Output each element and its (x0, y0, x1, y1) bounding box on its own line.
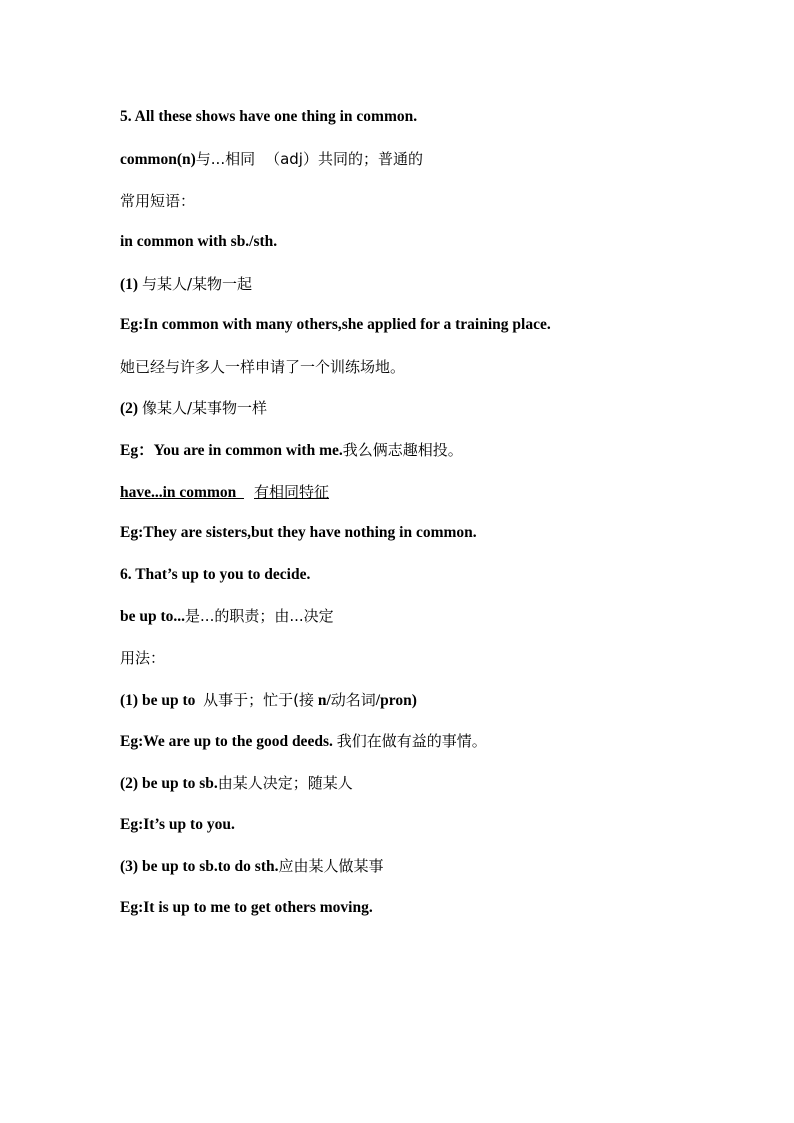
be-up-to-word: be up to... (120, 608, 186, 625)
example-6-text: Eg:It is up to me to get others moving. (120, 899, 373, 916)
example-5 (120, 815, 235, 835)
common-word: common(n) (120, 151, 196, 168)
example-3-text: Eg:They are sisters,but they have nothing in common. (120, 524, 477, 541)
example-5-text: Eg:It’s up to you. (120, 816, 235, 833)
example-4 (120, 731, 487, 752)
usage-1-meaning: 从事于；忙于(接 (203, 691, 314, 709)
common-noun-meaning: 与...相同 (195, 150, 256, 168)
meaning-1-number: (1) (120, 276, 142, 293)
point-5-text: 5. All these shows have one thing in common. (120, 108, 418, 125)
usage-2-meaning: 由某人决定；随某人 (217, 774, 353, 792)
have-in-common-meaning: 有相同特征 (254, 483, 330, 501)
point-6-heading (120, 565, 310, 585)
be-up-to-meaning: 是...的职责；由...决定 (185, 607, 334, 625)
usage-1-n: n/ (313, 692, 331, 709)
usage-1-gerund: 动名词 (330, 691, 376, 709)
in-common-with-phrase (120, 232, 277, 252)
meaning-2 (120, 398, 267, 419)
example-1 (120, 315, 551, 335)
example-2-text: You are in common with me. (153, 442, 343, 459)
in-common-with-text: in common with sb./sth. (120, 233, 278, 250)
common-definition (120, 149, 423, 170)
be-up-to-definition (120, 606, 334, 627)
usage-1-phrase: (1) be up to (120, 692, 204, 709)
usage-label (120, 648, 165, 668)
usage-1 (120, 690, 417, 711)
point-6-text: 6. That’s up to you to decide. (120, 566, 311, 583)
example-6 (120, 898, 373, 918)
have-in-common-phrase (120, 482, 329, 503)
common-phrases-text: 常用短语： (120, 192, 196, 210)
example-1-translation-text: 她已经与许多人一样申请了一个训练场地。 (120, 358, 406, 376)
usage-text: 用法： (120, 649, 166, 667)
usage-3-meaning: 应由某人做某事 (278, 857, 384, 875)
meaning-2-number: (2) (120, 400, 142, 417)
example-1-translation (120, 357, 405, 377)
example-4-text: Eg:We are up to the good deeds. (120, 733, 337, 750)
example-3 (120, 523, 477, 543)
example-2-prefix: Eg： (120, 442, 154, 459)
meaning-2-text: 像某人/某事物一样 (141, 399, 268, 417)
example-2-translation: 我么俩志趣相投。 (342, 441, 463, 459)
common-adj-meaning: （adj）共同的；普通的 (265, 150, 423, 168)
example-2 (120, 440, 463, 461)
usage-3 (120, 856, 384, 877)
usage-2 (120, 773, 353, 794)
common-phrases-label (120, 191, 195, 211)
example-1-text: Eg:In common with many others,she applied for a training place. (120, 316, 551, 333)
usage-1-pron: /pron) (375, 692, 417, 709)
point-5-heading (120, 107, 417, 127)
usage-3-phrase: (3) be up to sb.to do sth. (120, 858, 279, 875)
usage-2-phrase: (2) be up to sb. (120, 775, 218, 792)
meaning-1 (120, 274, 252, 295)
meaning-1-text: 与某人/某物一起 (141, 275, 253, 293)
example-4-translation: 我们在做有益的事情。 (336, 732, 487, 750)
have-in-common-text: have...in common (120, 484, 244, 501)
